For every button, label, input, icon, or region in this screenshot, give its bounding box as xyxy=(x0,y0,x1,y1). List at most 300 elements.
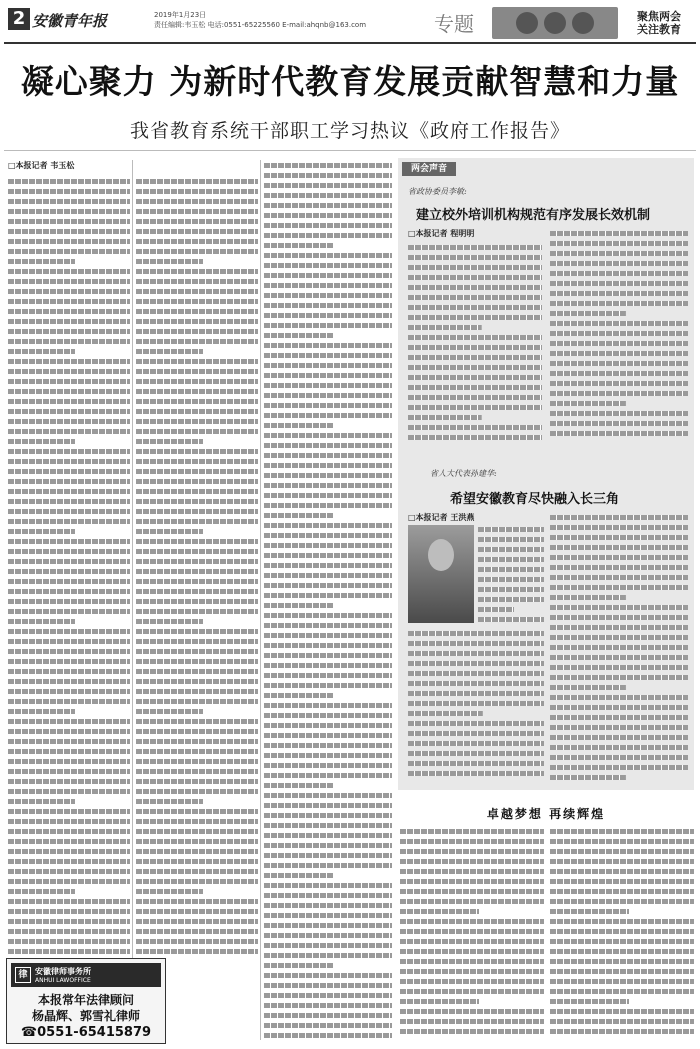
text-line xyxy=(408,688,544,698)
text-line xyxy=(478,554,544,564)
text-line xyxy=(136,326,258,336)
text-line xyxy=(136,686,258,696)
text-line xyxy=(264,590,392,600)
text-line xyxy=(8,646,130,656)
text-line xyxy=(408,422,542,432)
text-line xyxy=(264,710,392,720)
text-line xyxy=(8,436,130,446)
text-line xyxy=(550,752,688,762)
text-line xyxy=(8,306,130,316)
story2-col2-lines xyxy=(550,512,688,782)
text-line xyxy=(550,652,688,662)
text-line xyxy=(8,376,130,386)
text-line xyxy=(8,716,130,726)
text-line xyxy=(136,506,258,516)
text-line xyxy=(8,866,130,876)
text-line xyxy=(400,836,544,846)
text-line xyxy=(136,426,258,436)
text-line xyxy=(408,252,542,262)
text-line xyxy=(136,196,258,206)
story2-col1b-lines xyxy=(408,628,544,778)
column-1-lines xyxy=(8,176,130,956)
text-line xyxy=(400,1016,544,1026)
text-line xyxy=(8,816,130,826)
masthead xyxy=(4,4,696,44)
text-line xyxy=(136,236,258,246)
ad-logo-sub: ANHUI LAWOFFICE xyxy=(35,977,91,984)
text-line xyxy=(136,646,258,656)
text-line xyxy=(264,750,392,760)
text-line xyxy=(408,698,544,708)
text-line xyxy=(408,658,544,668)
text-line xyxy=(550,258,688,268)
text-line xyxy=(136,766,258,776)
page-number: 2 xyxy=(8,8,30,30)
text-line xyxy=(264,450,392,460)
text-line xyxy=(136,936,258,946)
text-line xyxy=(550,742,688,752)
text-line xyxy=(550,612,688,622)
text-line xyxy=(8,526,130,536)
text-line xyxy=(8,786,130,796)
text-line xyxy=(408,708,544,718)
text-line xyxy=(136,466,258,476)
text-line xyxy=(8,876,130,886)
text-line xyxy=(8,926,130,936)
text-line xyxy=(264,160,392,170)
text-line xyxy=(136,546,258,556)
text-line xyxy=(8,416,130,426)
text-line xyxy=(136,886,258,896)
text-line xyxy=(8,296,130,306)
text-line xyxy=(408,332,542,342)
text-line xyxy=(264,240,392,250)
text-line xyxy=(400,886,544,896)
text-line xyxy=(550,512,688,522)
headline: 凝心聚力 为新时代教育发展贡献智慧和力量 xyxy=(20,62,680,101)
lower-story-column-1 xyxy=(400,826,544,1044)
text-line xyxy=(550,358,688,368)
text-line xyxy=(8,456,130,466)
text-line xyxy=(550,642,688,652)
text-line xyxy=(264,340,392,350)
text-line xyxy=(264,1000,392,1010)
text-line xyxy=(408,272,542,282)
text-line xyxy=(264,650,392,660)
text-line xyxy=(550,298,688,308)
text-line xyxy=(8,346,130,356)
text-line xyxy=(550,722,688,732)
text-line xyxy=(550,622,688,632)
story1-headline: 建立校外培训机构规范有序发展长效机制 xyxy=(416,208,651,223)
text-line xyxy=(408,392,542,402)
text-line xyxy=(136,906,258,916)
text-line xyxy=(136,446,258,456)
text-line xyxy=(136,266,258,276)
text-line xyxy=(8,856,130,866)
text-line xyxy=(264,780,392,790)
text-line xyxy=(8,396,130,406)
text-line xyxy=(8,186,130,196)
story2-kicker: 省人大代表孙建华: xyxy=(430,469,497,478)
text-line xyxy=(264,270,392,280)
text-line xyxy=(550,572,688,582)
story2-headline: 希望安徽教育尽快融入长三角 xyxy=(450,492,620,507)
text-line xyxy=(550,712,688,722)
text-line xyxy=(264,870,392,880)
text-line xyxy=(8,746,130,756)
text-line xyxy=(550,866,694,876)
ad-phone: ☎0551-65415879 xyxy=(20,1025,152,1040)
text-line xyxy=(264,210,392,220)
text-line xyxy=(264,470,392,480)
text-line xyxy=(550,328,688,338)
text-line xyxy=(8,256,130,266)
text-line xyxy=(550,856,694,866)
story2-byline: □本报记者 王洪燕 xyxy=(408,513,475,522)
text-line xyxy=(8,576,130,586)
text-line xyxy=(136,656,258,666)
text-line xyxy=(550,378,688,388)
text-line xyxy=(550,682,688,692)
text-line xyxy=(8,336,130,346)
text-line xyxy=(400,906,544,916)
story2-column-1b xyxy=(408,628,544,784)
text-line xyxy=(264,720,392,730)
text-line xyxy=(550,522,688,532)
text-line xyxy=(136,246,258,256)
ad-line-2: 杨晶辉、郭雪礼律师 xyxy=(31,1009,140,1023)
text-line xyxy=(550,702,688,712)
text-line xyxy=(478,544,544,554)
text-line xyxy=(264,820,392,830)
text-line xyxy=(550,318,688,328)
text-line xyxy=(8,656,130,666)
text-line xyxy=(400,996,544,1006)
text-line xyxy=(136,436,258,446)
column-2-lines xyxy=(136,176,258,956)
focus-tag-line1: 聚焦两会 xyxy=(637,10,681,23)
text-line xyxy=(8,246,130,256)
story1-kicker: 省政协委员李敏: xyxy=(408,187,467,196)
text-line xyxy=(264,460,392,470)
text-line xyxy=(400,986,544,996)
text-line xyxy=(8,896,130,906)
text-line xyxy=(136,396,258,406)
text-line xyxy=(550,278,688,288)
article-column-2 xyxy=(136,176,258,956)
text-line xyxy=(408,412,542,422)
text-line xyxy=(408,242,542,252)
text-line xyxy=(550,846,694,856)
text-line xyxy=(550,886,694,896)
text-line xyxy=(264,410,392,420)
sidebar-tag: 两会声音 xyxy=(402,162,456,176)
text-line xyxy=(136,356,258,366)
text-line xyxy=(550,582,688,592)
text-line xyxy=(136,626,258,636)
text-line xyxy=(8,466,130,476)
text-line xyxy=(550,398,688,408)
text-line xyxy=(136,316,258,326)
text-line xyxy=(408,382,542,392)
text-line xyxy=(8,266,130,276)
text-line xyxy=(408,282,542,292)
text-line xyxy=(264,490,392,500)
text-line xyxy=(408,372,542,382)
text-line xyxy=(264,930,392,940)
text-line xyxy=(478,594,544,604)
text-line xyxy=(8,636,130,646)
text-line xyxy=(264,380,392,390)
text-line xyxy=(8,556,130,566)
text-line xyxy=(136,406,258,416)
text-line xyxy=(478,564,544,574)
text-line xyxy=(264,630,392,640)
text-line xyxy=(264,440,392,450)
text-line xyxy=(408,668,544,678)
text-line xyxy=(550,1026,694,1036)
text-line xyxy=(264,350,392,360)
text-line xyxy=(408,342,542,352)
text-line xyxy=(136,716,258,726)
text-line xyxy=(264,690,392,700)
text-line xyxy=(550,268,688,278)
text-line xyxy=(8,586,130,596)
text-line xyxy=(8,686,130,696)
text-line xyxy=(264,620,392,630)
text-line xyxy=(264,370,392,380)
text-line xyxy=(400,826,544,836)
text-line xyxy=(264,640,392,650)
section-label: 专题 xyxy=(434,12,474,36)
text-line xyxy=(264,760,392,770)
text-line xyxy=(264,670,392,680)
text-line xyxy=(136,566,258,576)
text-line xyxy=(550,906,694,916)
text-line xyxy=(550,732,688,742)
text-line xyxy=(136,576,258,586)
text-line xyxy=(550,996,694,1006)
text-line xyxy=(136,416,258,426)
text-line xyxy=(136,596,258,606)
text-line xyxy=(264,800,392,810)
text-line xyxy=(400,1006,544,1016)
text-line xyxy=(8,506,130,516)
text-line xyxy=(136,676,258,686)
text-line xyxy=(478,524,544,534)
text-line xyxy=(136,946,258,956)
text-line xyxy=(550,338,688,348)
story1-byline: □本报记者 程明明 xyxy=(408,229,475,238)
text-line xyxy=(264,310,392,320)
text-line xyxy=(264,550,392,560)
story1-col2-lines xyxy=(550,228,688,438)
text-line xyxy=(550,672,688,682)
text-line xyxy=(550,368,688,378)
text-line xyxy=(550,936,694,946)
national-emblem-icon xyxy=(492,7,618,39)
text-line xyxy=(136,536,258,546)
text-line xyxy=(264,1030,392,1040)
text-line xyxy=(550,946,694,956)
text-line xyxy=(478,584,544,594)
text-line xyxy=(550,632,688,642)
text-line xyxy=(136,836,258,846)
text-line xyxy=(550,826,694,836)
text-line xyxy=(8,626,130,636)
text-line xyxy=(550,986,694,996)
text-line xyxy=(8,236,130,246)
text-line xyxy=(136,726,258,736)
headline-rule xyxy=(4,150,696,151)
text-line xyxy=(8,836,130,846)
text-line xyxy=(550,602,688,612)
text-line xyxy=(408,322,542,332)
text-line xyxy=(8,286,130,296)
text-line xyxy=(136,666,258,676)
text-line xyxy=(136,516,258,526)
text-line xyxy=(264,970,392,980)
text-line xyxy=(8,726,130,736)
pub-contact: 责任编辑:韦玉松 电话:0551-65225560 E-mail:ahqnb@163.com xyxy=(154,21,367,29)
text-line xyxy=(400,876,544,886)
text-line xyxy=(550,916,694,926)
lower-story-column-2 xyxy=(550,826,694,1044)
text-line xyxy=(136,206,258,216)
text-line xyxy=(550,348,688,358)
text-line xyxy=(550,552,688,562)
text-line xyxy=(408,402,542,412)
text-line xyxy=(136,496,258,506)
text-line xyxy=(408,648,544,658)
text-line xyxy=(136,796,258,806)
text-line xyxy=(8,886,130,896)
text-line xyxy=(264,830,392,840)
text-line xyxy=(264,400,392,410)
text-line xyxy=(550,248,688,258)
text-line xyxy=(408,728,544,738)
text-line xyxy=(400,946,544,956)
text-line xyxy=(264,290,392,300)
text-line xyxy=(136,786,258,796)
text-line xyxy=(550,562,688,572)
text-line xyxy=(408,678,544,688)
lower-col1-lines xyxy=(400,826,544,1036)
text-line xyxy=(408,432,542,442)
text-line xyxy=(136,926,258,936)
story2-column-1a xyxy=(478,524,544,624)
text-line xyxy=(136,346,258,356)
story2-column-2 xyxy=(550,512,688,784)
text-line xyxy=(264,300,392,310)
text-line xyxy=(550,542,688,552)
text-line xyxy=(8,796,130,806)
text-line xyxy=(408,768,544,778)
text-line xyxy=(408,638,544,648)
text-line xyxy=(136,736,258,746)
text-line xyxy=(408,362,542,372)
text-line xyxy=(550,762,688,772)
subhead: 我省教育系统干部职工学习热议《政府工作报告》 xyxy=(129,120,570,142)
article-column-1 xyxy=(8,176,130,956)
text-line xyxy=(8,616,130,626)
text-line xyxy=(264,260,392,270)
text-line xyxy=(136,556,258,566)
text-line xyxy=(136,386,258,396)
ad-logo-text: 安徽律师事务所 xyxy=(35,967,91,976)
text-line xyxy=(136,376,258,386)
column-3-lines xyxy=(264,160,392,1040)
text-line xyxy=(264,280,392,290)
text-line xyxy=(264,480,392,490)
text-line xyxy=(264,900,392,910)
text-line xyxy=(400,896,544,906)
text-line xyxy=(8,546,130,556)
text-line xyxy=(264,390,392,400)
text-line xyxy=(264,190,392,200)
law-firm-logo-icon: 律 xyxy=(15,967,31,983)
text-line xyxy=(264,600,392,610)
text-line xyxy=(264,500,392,510)
text-line xyxy=(136,876,258,886)
text-line xyxy=(264,200,392,210)
text-line xyxy=(408,292,542,302)
text-line xyxy=(136,276,258,286)
text-line xyxy=(478,534,544,544)
text-line xyxy=(264,570,392,580)
text-line xyxy=(136,176,258,186)
text-line xyxy=(8,366,130,376)
text-line xyxy=(264,520,392,530)
main-article-byline: □本报记者 韦玉松 xyxy=(8,161,75,170)
text-line xyxy=(550,692,688,702)
story1-col1-lines xyxy=(408,242,542,442)
text-line xyxy=(264,420,392,430)
text-line xyxy=(264,660,392,670)
text-line xyxy=(136,486,258,496)
text-line xyxy=(8,936,130,946)
article-column-3 xyxy=(264,160,392,1040)
text-line xyxy=(550,592,688,602)
text-line xyxy=(8,476,130,486)
text-line xyxy=(550,836,694,846)
text-line xyxy=(136,336,258,346)
text-line xyxy=(264,680,392,690)
text-line xyxy=(136,776,258,786)
text-line xyxy=(408,262,542,272)
text-line xyxy=(264,740,392,750)
reporter-photo xyxy=(408,525,474,623)
story1-column-2 xyxy=(550,228,688,442)
text-line xyxy=(8,446,130,456)
text-line xyxy=(8,706,130,716)
text-line xyxy=(264,910,392,920)
text-line xyxy=(8,426,130,436)
text-line xyxy=(136,916,258,926)
text-line xyxy=(136,526,258,536)
text-line xyxy=(550,956,694,966)
text-line xyxy=(264,540,392,550)
text-line xyxy=(264,560,392,570)
text-line xyxy=(550,428,688,438)
text-line xyxy=(264,330,392,340)
text-line xyxy=(550,772,688,782)
text-line xyxy=(550,1016,694,1026)
ad-line-1: 本报常年法律顾问 xyxy=(37,993,134,1007)
text-line xyxy=(550,532,688,542)
text-line xyxy=(8,356,130,366)
